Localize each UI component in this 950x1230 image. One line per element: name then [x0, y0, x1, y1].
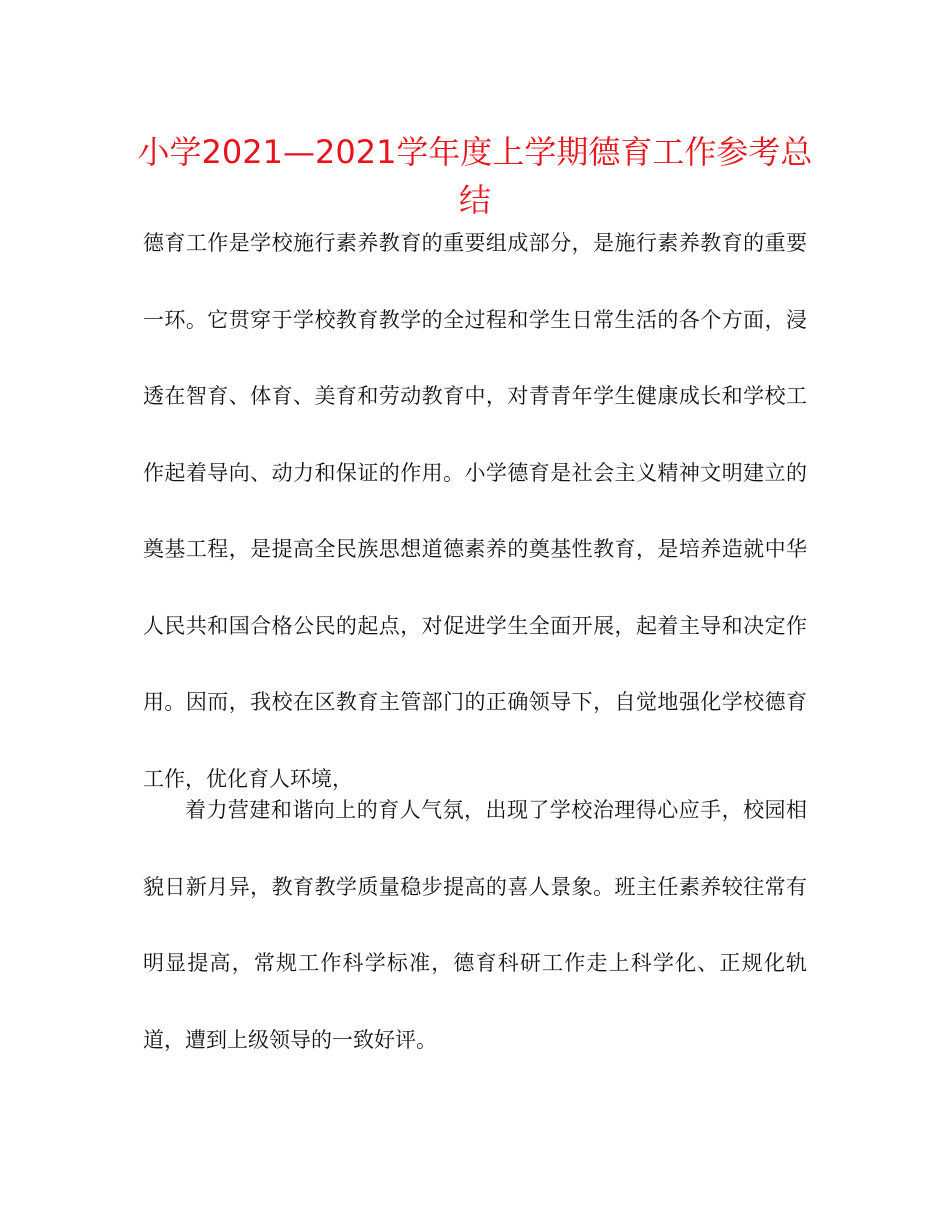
body-paragraph-1: 德育工作是学校施行素养教育的重要组成部分，是施行素养教育的重要一环。它贯穿于学校教育教学的全过程和学生日常生活的各个方面，浸透在智育、体育、美育和劳动教育中，对青青年学生健康成长和学校工作起着导向、动力和保证的作用。小学德育是社会主义精神文明建立的奠基工程，是提高全民族思想道德素养的奠基性教育，是培养造就中华人民共和国合格公民的起点，对促进学生全面开展，起着主导和决定作用。因而，我校在区教育主管部门的正确领导下，自觉地强化学校德育工作，优化育人环境， [143, 231, 807, 791]
body-paragraph-2: 着力营建和谐向上的育人气氛，出现了学校治理得心应手，校园相貌日新月异，教育教学质量稳步提高的喜人景象。班主任素养较往常有明显提高，常规工作科学标准，德育科研工作走上科学化、正规化轨道，遭到上级领导的一致好评。 [143, 798, 807, 1052]
document-title: 小学2021—2021学年度上学期德育工作参考总结 [137, 133, 813, 219]
